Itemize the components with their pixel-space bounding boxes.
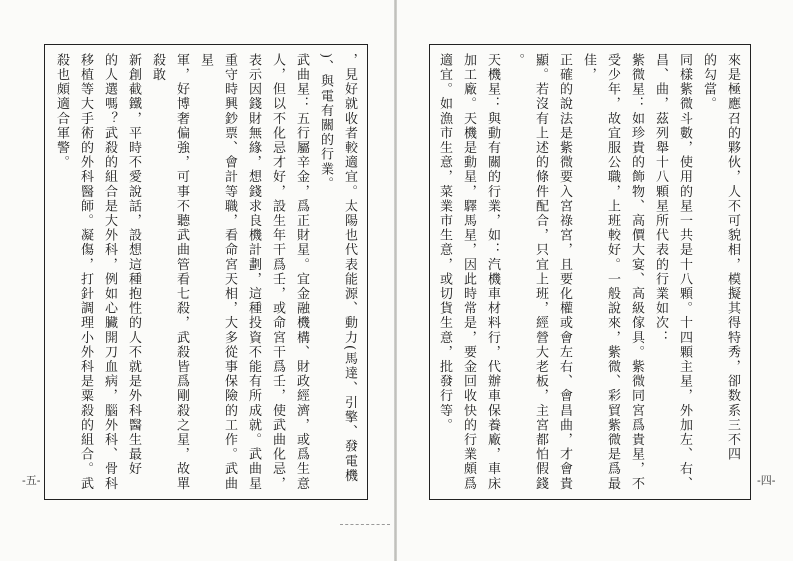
right-page-text-frame [429, 44, 751, 500]
right-page [397, 0, 793, 561]
text-line: 的人選嗎？武殺的組合是大外科，例如心臟開刀血病，腦外科、骨科 [102, 53, 117, 491]
text-line: 軍，好博奢偏強，可事不聽武曲管看七殺，武殺皆爲剛殺之星，故單殺敢 [150, 53, 189, 491]
left-page-number: -五- [22, 474, 41, 487]
text-line: ，見好就收者較適宜。太陽也代表能源、動力(馬達、引擎、發電機 [342, 53, 357, 484]
right-page-text [436, 53, 744, 491]
left-page [0, 0, 396, 561]
text-line: 適宜。如漁市生意，菜業市生意，或切貨生意，批發行等。 [437, 53, 452, 433]
text-line: 受少年，故宜服公職，上班較好。一般說來，紫微、彩貿紫微是爲最佳， [581, 53, 620, 491]
text-line: 武曲星：五行屬辛金，爲正財星。宜金融機構、財政經濟，或爲生意 [294, 53, 309, 491]
left-page-text-frame [44, 44, 368, 500]
text-line: 來是極應召的夥伙，人不可貌相，模擬其得特秀，卻数系三不四 [725, 53, 740, 462]
text-line: 新創截鐵，平時不愛說話，設想這種抱性的人不就是外科醫生最好 [126, 53, 141, 477]
text-line: 天機星：與動有關的行業，如：汽機車材料行，代辦車保養廠，車床 [485, 53, 500, 491]
text-line: 昌、曲，茲列舉十八顆星所代表的行業如次： [653, 53, 668, 345]
text-line: 紫微星：如珍貴的飾物、高價大宴、高級傢具。紫微同宮爲貴星，不 [629, 53, 644, 491]
text-line: 移植等大手術的外科醫師。凝傷，打針調理小外科是粟殺的組合。武 [78, 53, 93, 491]
left-page-text [51, 53, 361, 491]
text-line: 。 [509, 53, 524, 68]
text-line: 同樣紫微斗數，使用的星一共是十八顆。十四顆主星，外加左、右、 [677, 53, 692, 491]
text-line: 殺也頗適合軍警。 [54, 53, 69, 170]
text-line: 正確的說法是紫微要入宮祿宮，且要化權或會左右、會昌曲，才會貴 [557, 53, 572, 491]
text-line: )、與電有關的行業。 [318, 53, 333, 192]
right-page-number: -四- [757, 474, 776, 487]
text-line: 重守時興鈔票、會計等職，看命宮天相，大多從事保險的工作。武曲星 [198, 53, 237, 491]
scan-artifact-mark [340, 524, 390, 527]
text-line: 人，但以不化忌才好，設生年干爲壬，或命宮干爲壬，使武曲化忌， [270, 53, 285, 491]
text-line: 的勾當。 [701, 53, 716, 112]
text-line: 顯。若沒有上述的條件配合，只宜上班，經營大老板，主宮都怕假錢 [533, 53, 548, 491]
text-line: 表示因錢財無緣，想錢求良機計劃，這種投資不能有所成就。武曲星 [246, 53, 261, 491]
text-line: 加工廠。天機是動星，驛馬星，因此時常是，要金回收快的行業頗爲 [461, 53, 476, 491]
